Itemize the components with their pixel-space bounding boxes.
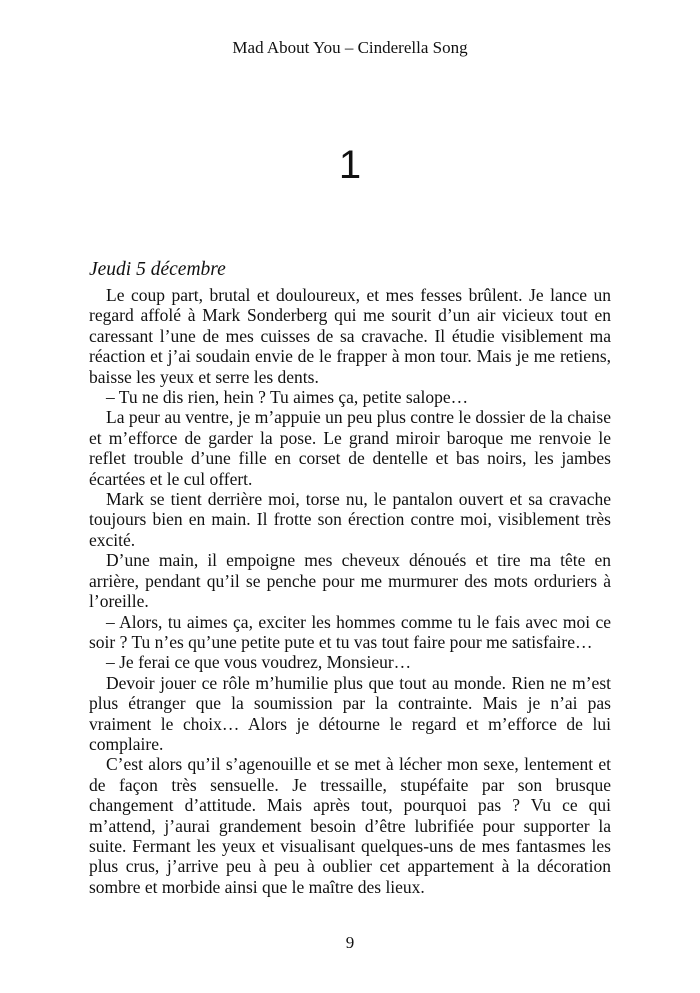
paragraph: Devoir jouer ce rôle m’humilie plus que tout au monde. Rien ne m’est plus étranger que la soumission par la contrainte. Mais je n’ai pas vraiment le choix… Alors je détourne le regard et m’efforce de lui complaire. bbox=[89, 672, 611, 754]
chapter-date: Jeudi 5 décembre bbox=[89, 259, 226, 280]
paragraph: – Tu ne dis rien, hein ? Tu aimes ça, petite salope… bbox=[106, 387, 469, 408]
paragraph: C’est alors qu’il s’agenouille et se met à lécher mon sexe, lentement et de façon très sensuelle. Je tressaille, stupéfaite par son brusque changement d’attitude. Mais après tout, pourquoi pas ? Vu ce qui m’attend, j’aurai grandement besoin d’être lubrifiée pour supporter la suite. Fermant les yeux et visualisant quelques-uns de mes fantasmes les plus crus, j’arrive peu à peu à oublier cet appartement à la décoration sombre et morbide ainsi que le maître des lieux. bbox=[89, 754, 611, 897]
paragraph: La peur au ventre, je m’appuie un peu plus contre le dossier de la chaise et m’efforce de garder la pose. Le grand miroir baroque me renvoie le reflet trouble d’une fille en corset de dentelle et bas noirs, les jambes écartées et le cul offert. bbox=[89, 407, 611, 489]
paragraph: Le coup part, brutal et douloureux, et mes fesses brûlent. Je lance un regard affolé à Mark Sonderberg qui me sourit d’un air vicieux tout en caressant l’une de mes cuisses de sa cravache. Il étudie visiblement ma réaction et j’ai soudain envie de le frapper à mon tour. Mais je me retiens, baisse les yeux et serre les dents. bbox=[89, 285, 611, 387]
paragraph: Mark se tient derrière moi, torse nu, le pantalon ouvert et sa cravache toujours bien en main. Il frotte son érection contre moi, visiblement très excité. bbox=[89, 489, 611, 550]
chapter-number: 1 bbox=[338, 143, 362, 187]
paragraph: – Je ferai ce que vous voudrez, Monsieur… bbox=[106, 652, 412, 673]
paragraph: – Alors, tu aimes ça, exciter les hommes comme tu le fais avec moi ce soir ? Tu n’es qu’une petite pute et tu vas tout faire pour me satisfaire… bbox=[89, 611, 611, 652]
paragraph: D’une main, il empoigne mes cheveux dénoués et tire ma tête en arrière, pendant qu’il se penche pour me murmurer des mots orduriers à l’oreille. bbox=[89, 550, 611, 612]
running-header: Mad About You – Cinderella Song bbox=[232, 38, 468, 57]
chapter-body bbox=[89, 285, 611, 897]
page-number: 9 bbox=[345, 933, 355, 952]
